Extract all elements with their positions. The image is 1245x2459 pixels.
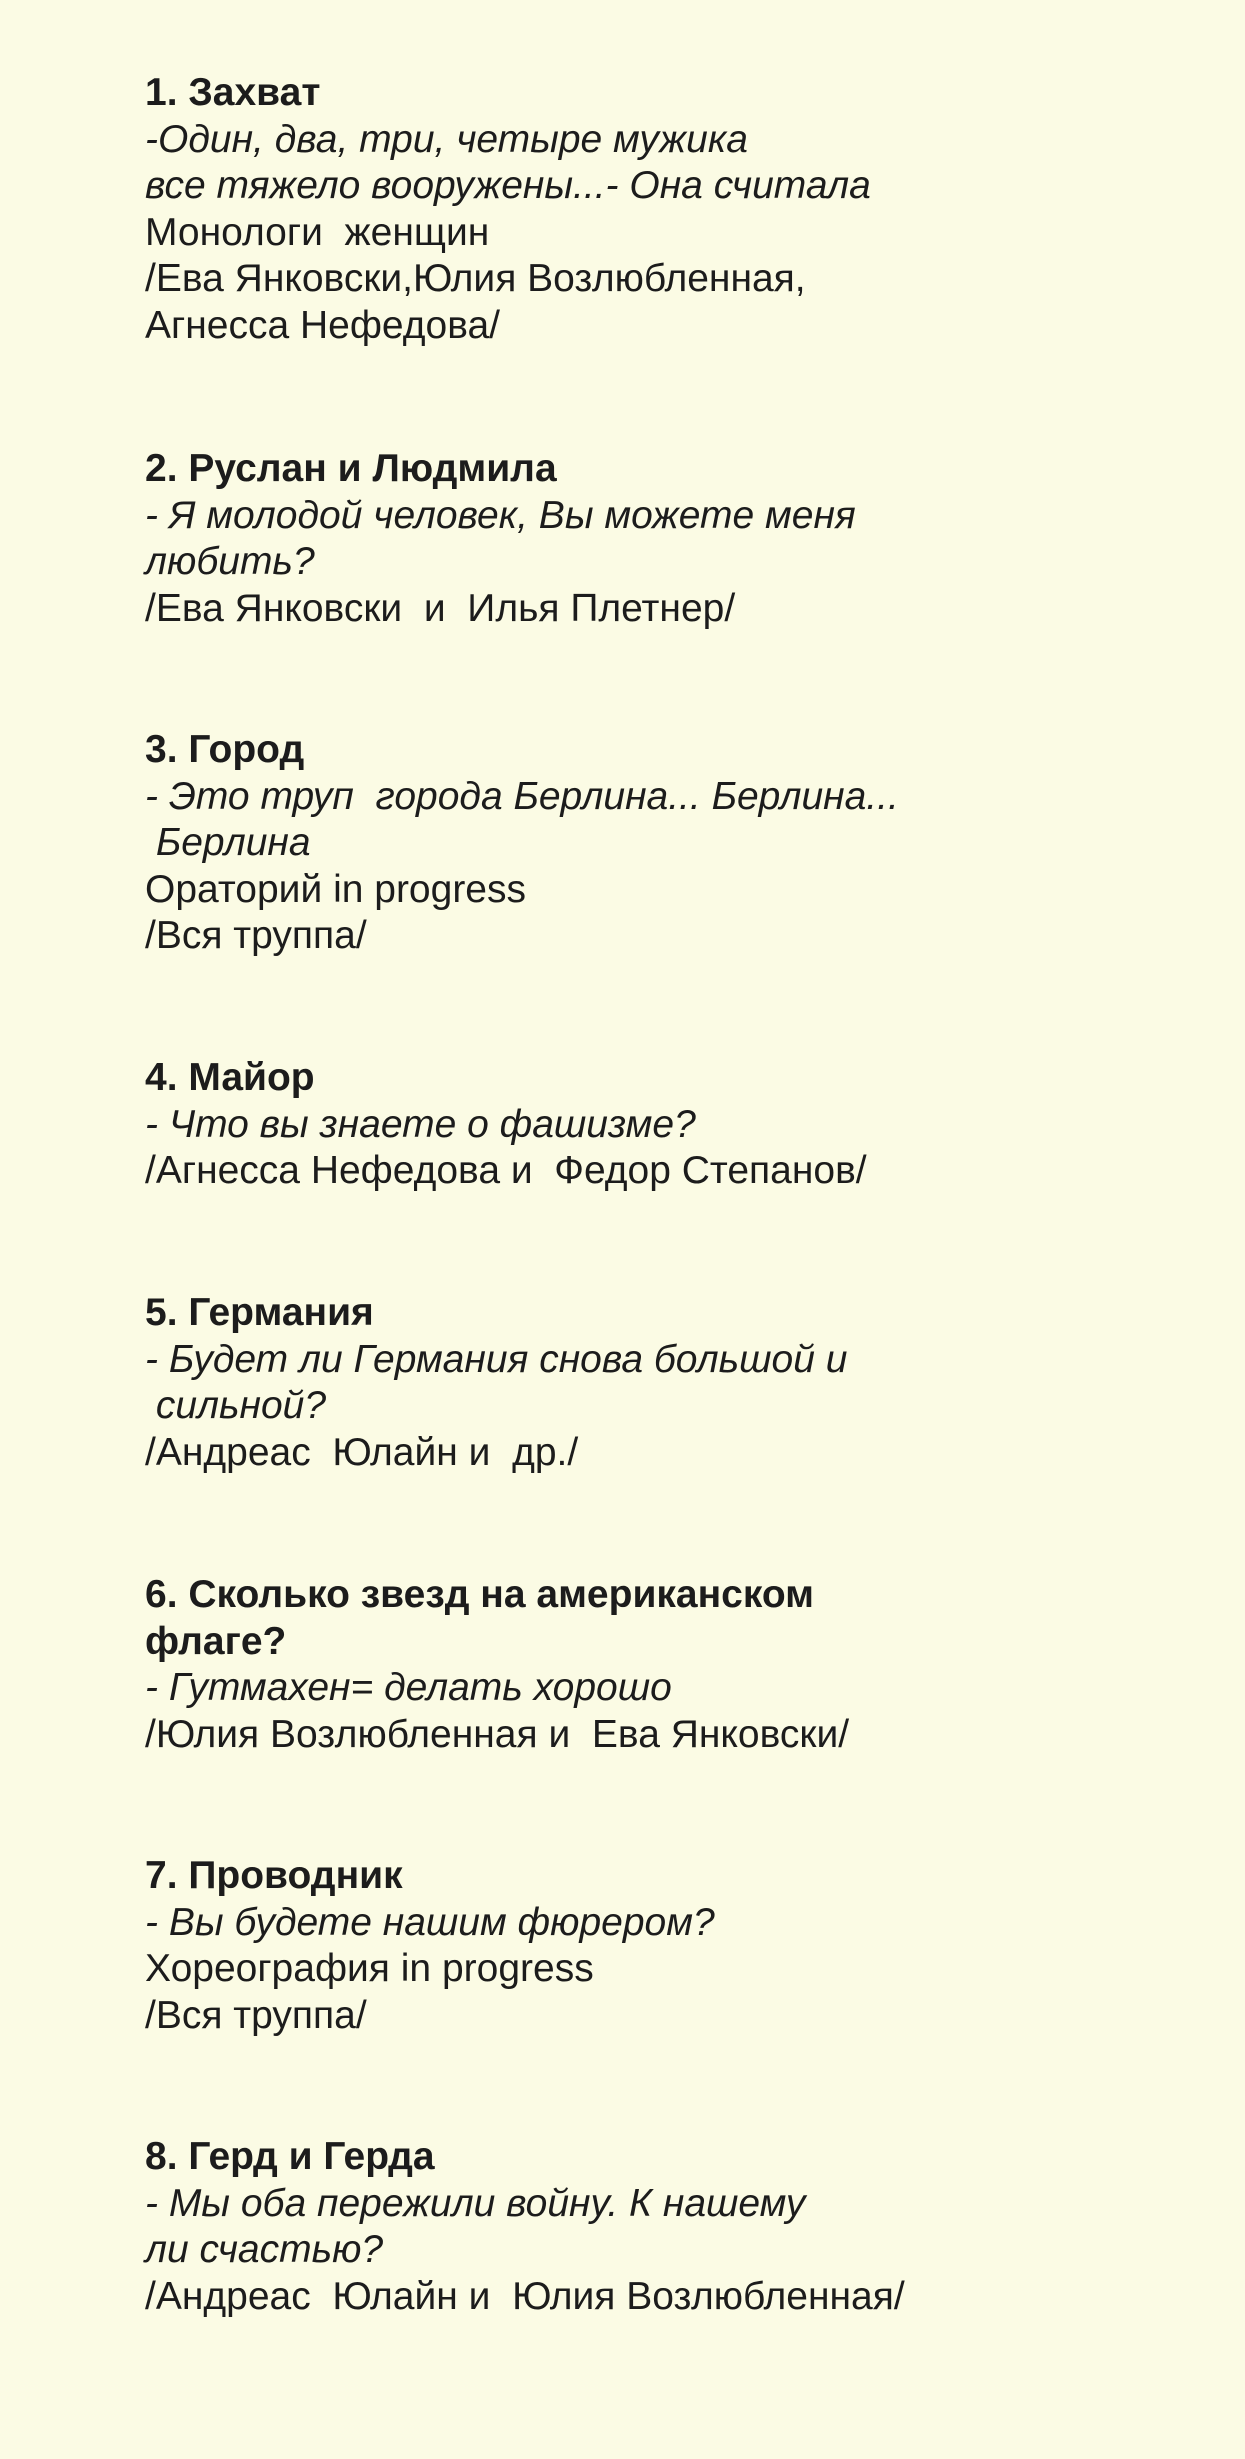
item-title: 4. Майор xyxy=(145,1056,315,1099)
item-title: 7. Проводник xyxy=(145,1854,403,1897)
item-cast: /Ева Янковски,Юлия Возлюбленная, Агнесса Нефедова/ xyxy=(145,257,806,347)
item-quote: - Что вы знаете о фашизме? xyxy=(145,1102,696,1146)
item-title: 2. Руслан и Людмила xyxy=(145,447,557,490)
program-item xyxy=(145,1572,1165,1758)
item-quote: - Будет ли Германия снова большой и сильной? xyxy=(145,1337,848,1427)
program-item xyxy=(145,2134,1165,2320)
item-cast: /Андреас Юлайн и др./ xyxy=(145,1430,579,1474)
item-title: 5. Германия xyxy=(145,1291,374,1334)
item-cast: /Агнесса Нефедова и Федор Степанов/ xyxy=(145,1149,867,1192)
item-note: Хореография in progress xyxy=(145,1947,594,1990)
item-title: 8. Герд и Герда xyxy=(145,2135,435,2178)
item-quote: - Я молодой человек, Вы можете меня любить? xyxy=(145,493,856,583)
item-cast: /Андреас Юлайн и Юлия Возлюбленная/ xyxy=(145,2274,905,2318)
item-cast: /Юлия Возлюбленная и Ева Янковски/ xyxy=(145,1712,850,1756)
program-item xyxy=(145,70,1165,349)
program-item xyxy=(145,1853,1165,2039)
item-note: Ораторий in progress xyxy=(145,867,526,911)
program-item xyxy=(145,1055,1165,1195)
item-title: 1. Захват xyxy=(145,71,321,114)
item-cast: /Ева Янковски и Илья Плетнер/ xyxy=(145,586,736,630)
program-item xyxy=(145,1290,1165,1476)
item-quote: - Мы оба пережили войну. К нашему ли счастью? xyxy=(145,2181,806,2271)
item-note: Монологи женщин xyxy=(145,210,490,254)
program-item xyxy=(145,727,1165,960)
item-quote: - Вы будете нашим фюрером? xyxy=(145,1900,715,1944)
item-quote: -Один, два, три, четыре мужика все тяжело вооружены...- Она считала xyxy=(145,117,871,207)
item-title: 6. Сколько звезд на американском флаге? xyxy=(145,1573,815,1663)
program-item xyxy=(145,446,1165,632)
item-cast: /Вся труппа/ xyxy=(145,914,367,957)
item-quote: - Это труп города Берлина... Берлина... Берлина xyxy=(145,774,899,864)
item-title: 3. Город xyxy=(145,728,305,771)
item-quote: - Гутмахен= делать хорошо xyxy=(145,1666,672,1709)
item-cast: /Вся труппа/ xyxy=(145,1993,367,2037)
